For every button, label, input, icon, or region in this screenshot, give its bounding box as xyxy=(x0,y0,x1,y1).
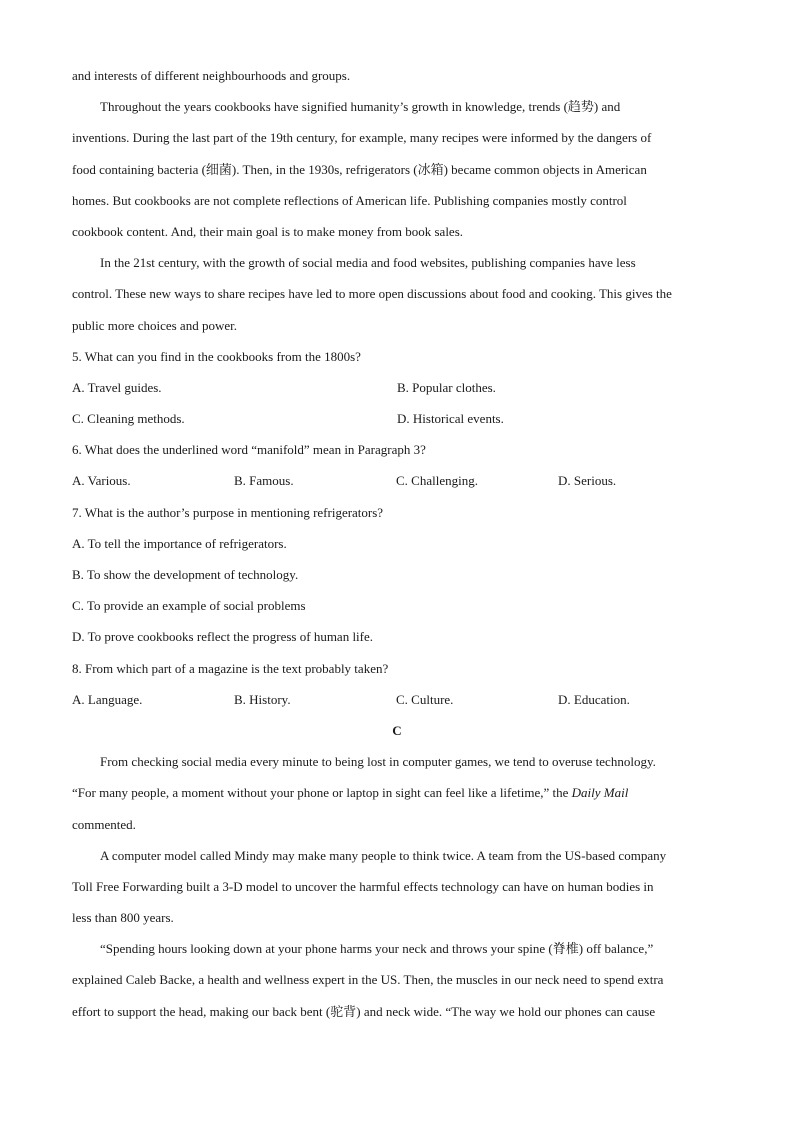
option-d: D. Serious. xyxy=(558,473,617,489)
option-b: B. Famous. xyxy=(234,473,294,489)
paragraph-text: “For many people, a moment without your phone or laptop in sight can feel like a lifetime,” the xyxy=(72,785,572,801)
option-d: D. Education. xyxy=(558,691,630,707)
option-a: A. Various. xyxy=(72,473,131,489)
option-d: D. Historical events. xyxy=(397,411,504,427)
option-c: C. To provide an example of social problems xyxy=(72,598,306,614)
option-a: A. To tell the importance of refrigerators. xyxy=(72,535,287,551)
paragraph-line: homes. But cookbooks are not complete reflections of American life. Publishing companies mostly control xyxy=(72,192,627,208)
paragraph-line: commented. xyxy=(72,816,136,832)
publication-name: Daily Mail xyxy=(571,785,629,801)
option-c: C. Challenging. xyxy=(396,473,478,489)
question-stem: 8. From which part of a magazine is the text probably taken? xyxy=(72,660,389,676)
option-d: D. To prove cookbooks reflect the progress of human life. xyxy=(72,629,374,645)
paragraph-line xyxy=(72,783,722,814)
question-stem: 6. What does the underlined word “manifold” mean in Paragraph 3? xyxy=(72,442,426,458)
paragraph-line: A computer model called Mindy may make many people to think twice. A team from the US-based company xyxy=(100,847,667,863)
paragraph-line: less than 800 years. xyxy=(72,910,174,926)
paragraph-line: public more choices and power. xyxy=(72,317,237,333)
option-a: A. Language. xyxy=(72,691,143,707)
paragraph-line: inventions. During the last part of the 19th century, for example, many recipes were informed by the dangers of xyxy=(72,130,652,146)
paragraph-line: cookbook content. And, their main goal is to make money from book sales. xyxy=(72,223,464,239)
paragraph-line: control. These new ways to share recipes have led to more open discussions about food and cooking. This gives the xyxy=(72,286,672,302)
question-stem: 5. What can you find in the cookbooks from the 1800s? xyxy=(72,348,361,364)
document-page xyxy=(72,66,722,1033)
paragraph-line: Throughout the years cookbooks have signified humanity’s growth in knowledge, trends (趋势) and xyxy=(100,99,621,115)
option-c: C. Cleaning methods. xyxy=(72,411,185,427)
paragraph-line: Toll Free Forwarding built a 3-D model to uncover the harmful effects technology can have on human bodies in xyxy=(72,878,654,894)
option-a: A. Travel guides. xyxy=(72,379,162,395)
paragraph-line: From checking social media every minute to being lost in computer games, we tend to overuse technology. xyxy=(100,754,656,770)
option-b: B. To show the development of technology. xyxy=(72,567,299,582)
options-row xyxy=(72,409,722,440)
paragraph-line: “Spending hours looking down at your phone harms your neck and throws your spine (脊椎) off balance,” xyxy=(100,941,654,957)
option-b: B. History. xyxy=(234,691,291,707)
paragraph-line: In the 21st century, with the growth of social media and food websites, publishing companies have less xyxy=(100,255,636,271)
options-row xyxy=(72,378,722,409)
option-c: C. Culture. xyxy=(396,691,454,707)
question-stem: 7. What is the author’s purpose in mentioning refrigerators? xyxy=(72,504,384,520)
paragraph-line: effort to support the head, making our back bent (驼背) and neck wide. “The way we hold our phones can cause xyxy=(72,1003,656,1019)
options-row xyxy=(72,471,722,502)
section-heading: C xyxy=(392,722,402,738)
options-row xyxy=(72,690,722,721)
option-b: B. Popular clothes. xyxy=(397,379,496,395)
paragraph-line: and interests of different neighbourhoods and groups. xyxy=(72,68,351,83)
paragraph-line: explained Caleb Backe, a health and wellness expert in the US. Then, the muscles in our neck need to spend extra xyxy=(72,972,664,988)
paragraph-line: food containing bacteria (细菌). Then, in the 1930s, refrigerators (冰箱) became common objects in American xyxy=(72,161,647,177)
